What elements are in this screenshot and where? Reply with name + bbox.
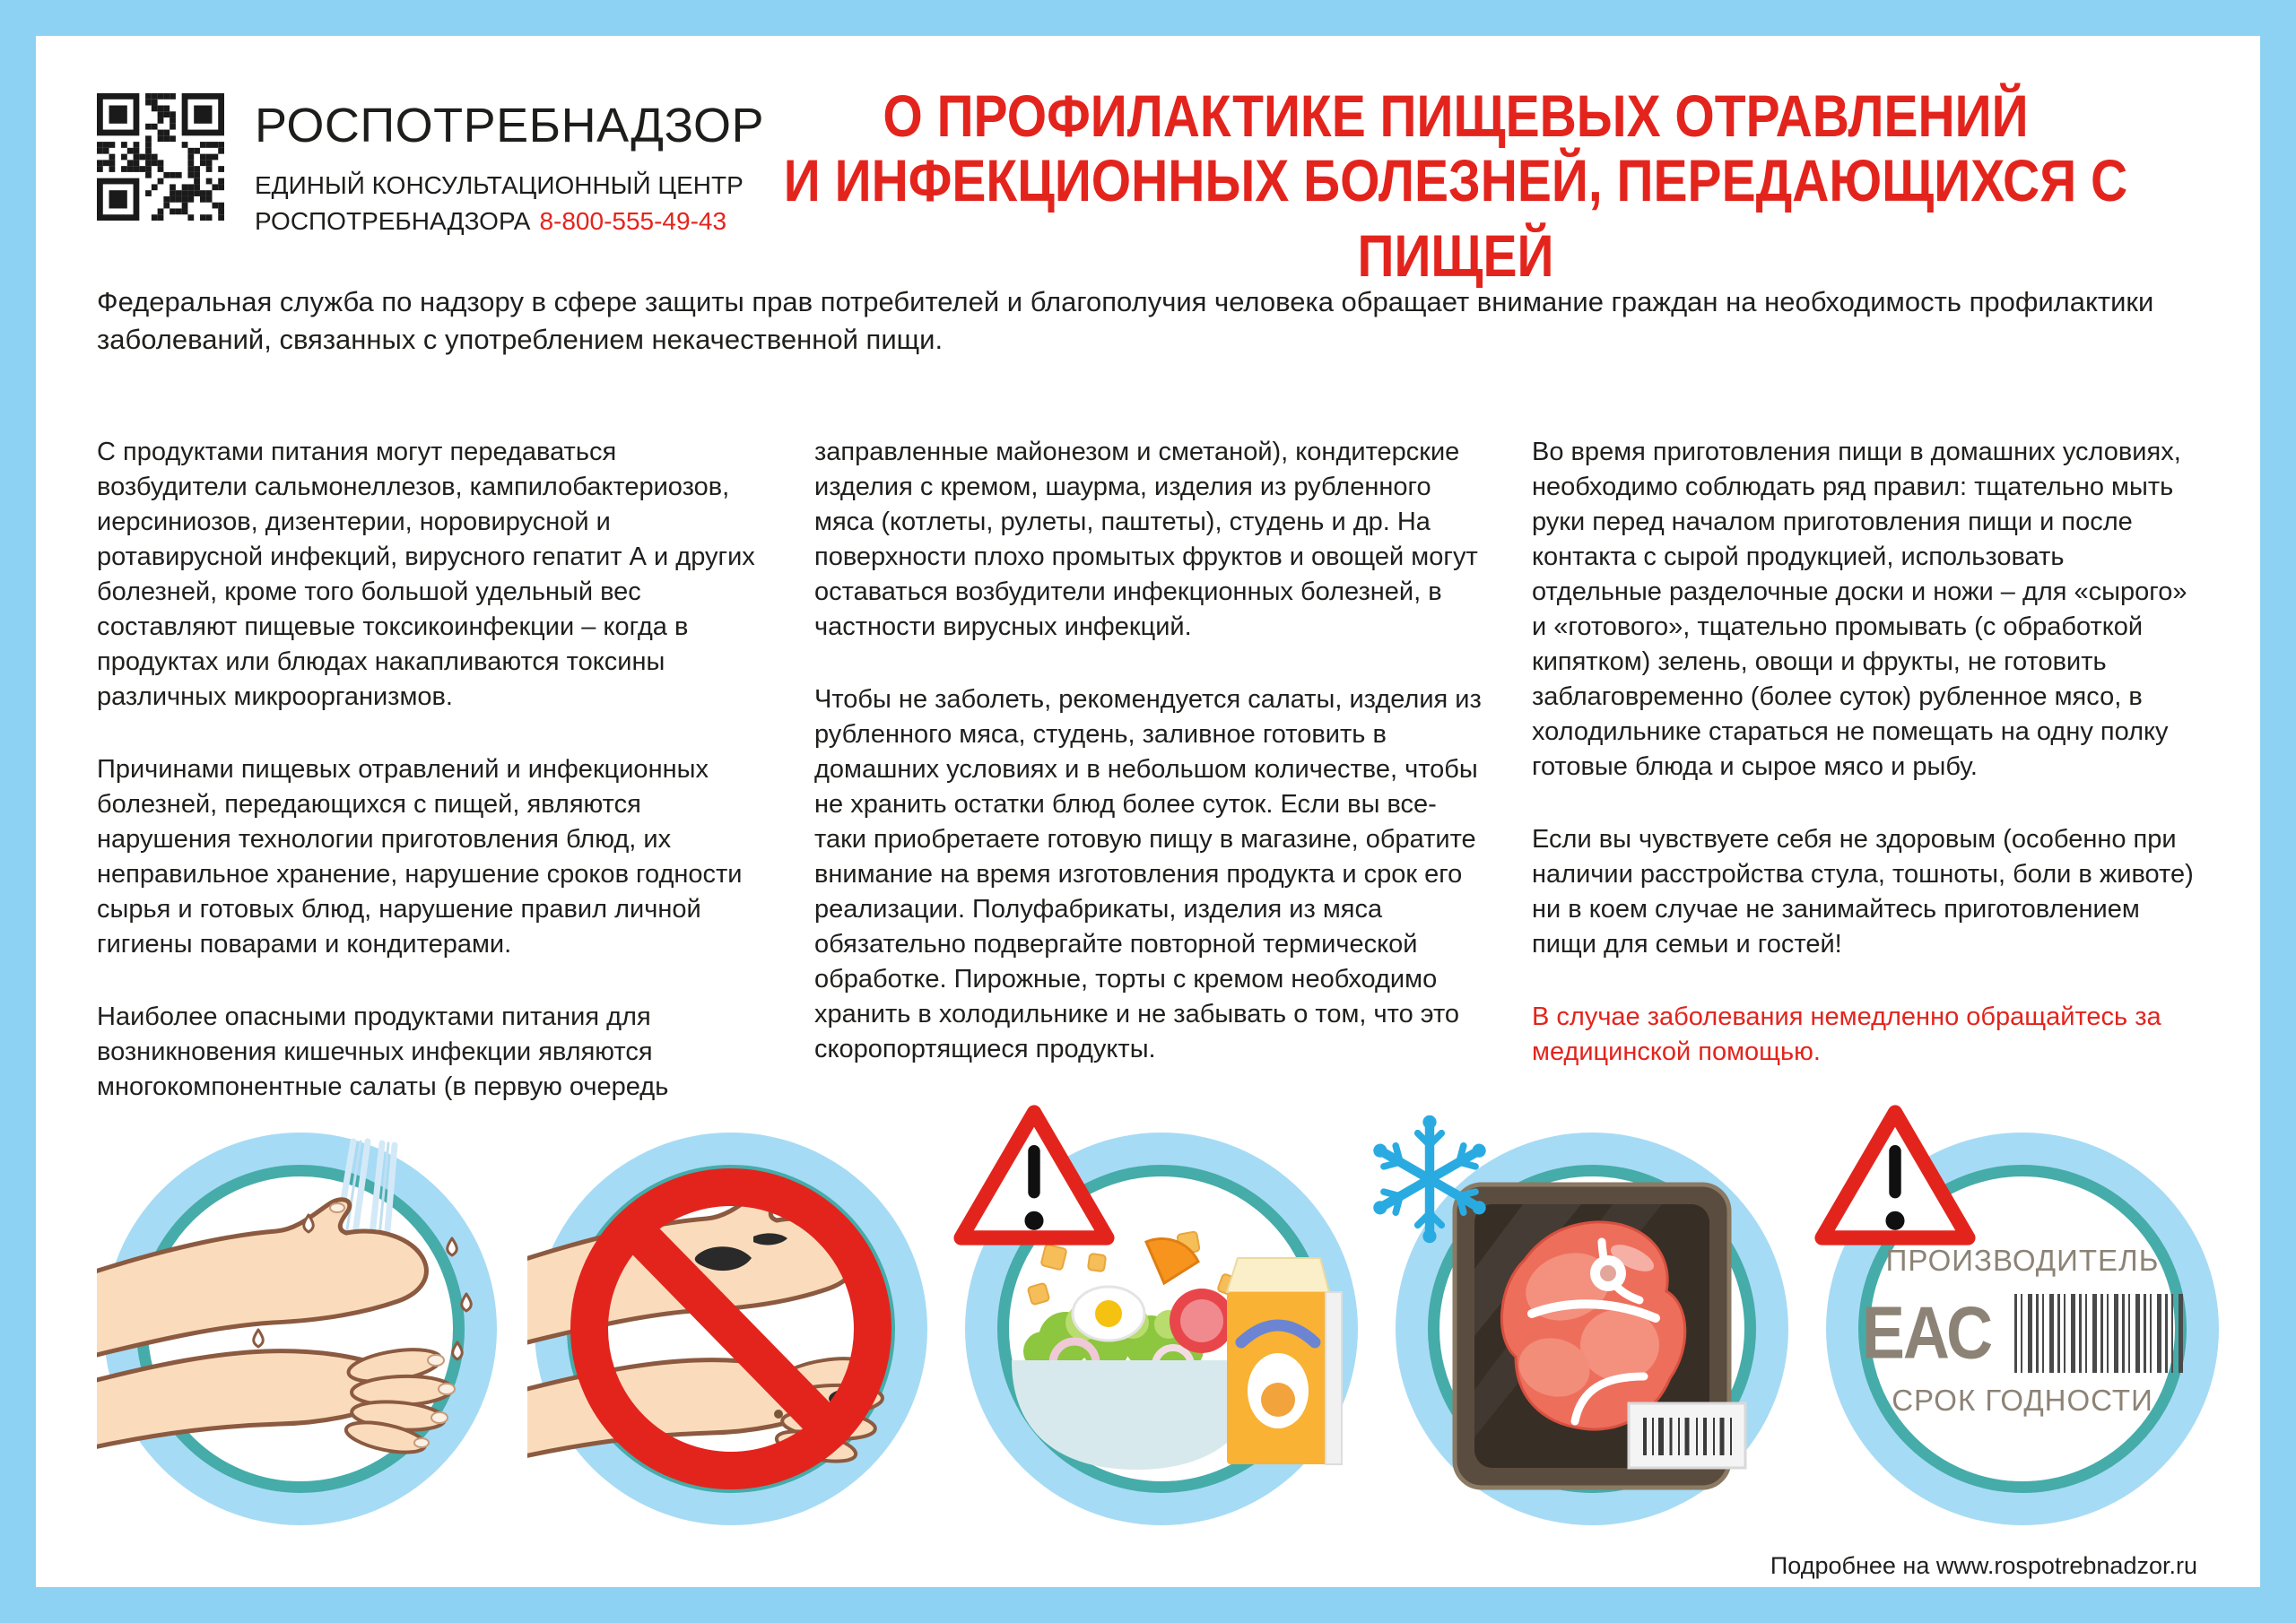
text-column-2 [814,435,1482,1142]
body-paragraph: Чтобы не заболеть, рекомендуется салаты, изделия из рубленного мяса, студень, заливное готовить в домашних условиях и в небольшом количестве, чтобы не хранить остатки блюд более суток. Если вы все-таки приобретаете готовую пищу в магазине, обратите внимание на время изготовления продукта и срок его реализации. Полуфабрикаты, изделия из мяса обязательно подвергайте повторной термической обработке. Пирожные, торты с кремом необходимо хранить в холодильнике и не забывать о том, что это скоропортящиеся продукты. [814,685,1482,1063]
warning-triangle-icon [952,1100,1116,1251]
text-column-3 [1532,435,2199,1142]
consult-center-line2 [255,206,726,237]
body-columns [97,435,2199,1142]
perishable-salad-warning-icon [958,1107,1365,1556]
no-dirty-hands-icon [527,1107,935,1556]
brand-name: РОСПОТРЕБНАДЗОР [255,99,765,152]
intro-paragraph: Федеральная служба по надзору в сфере защиты прав потребителей и благополучия человека обращает внимание граждан на необходимость профилактики заболеваний, связанных с употреблением некачественной пищи. [97,286,2154,355]
warning-triangle-icon [1813,1100,1977,1251]
eac-mark: ЕАС [1861,1292,1992,1375]
body-paragraph: Во время приготовления пищи в домашних условиях, необходимо соблюдать ряд правил: тщательно мыть руки перед началом приготовления пищи и после контакта с сырой продукцией, использовать отдельные разделочные доски и ножи – для «сырого» и «готового», тщательно промывать (с обработкой кипятком) зелень, овощи и фрукты, не готовить заблаговременно (более суток) рубленное мясо, в холодильнике стараться не помещать на одну полку готовые блюда и сырое мясо и рыбу. [1532,438,2187,781]
producer-label: ПРОИЗВОДИТЕЛЬ [1885,1244,2160,1277]
icon-row [97,1107,2226,1556]
emergency-note: В случае заболевания немедленно обращайтесь за медицинской помощью. [1532,1002,2161,1066]
washing-hands-icon [97,1107,504,1556]
consult-center-line1: ЕДИНЫЙ КОНСУЛЬТАЦИОННЫЙ ЦЕНТР [255,171,744,199]
more-info-url: Подробнее на www.rospotrebnadzor.ru [1770,1552,2197,1579]
consult-center-org: РОСПОТРЕБНАДЗОРА [255,207,531,235]
title-line2: И ИНФЕКЦИОННЫХ БОЛЕЗНЕЙ, ПЕРЕДАЮЩИХСЯ С ПИЩЕЙ [783,147,2128,290]
washing-hands-art [97,1107,504,1556]
body-paragraph: заправленные майонезом и сметаной), кондитерские изделия с кремом, шаурма, изделия из рубленного мяса (котлеты, рулеты, паштеты), студень и др. На поверхности плохо промытых фруктов и овощей могут оставаться возбудители инфекционных болезней, в частности вирусных инфекций. [814,438,1478,641]
poster-page [36,36,2260,1587]
text-column-1 [97,435,764,1142]
eac-row [1843,1290,2202,1376]
no-dirty-hands-art [527,1107,935,1556]
barcode-icon [2014,1294,2183,1373]
body-paragraph: С продуктами питания могут передаваться возбудители сальмонеллезов, кампилобактериозов, иерсиниозов, дизентерии, норовирусной и ротавирусной инфекций, вирусного гепатит А и других болезней, кроме того большой удельный вес составляют пищевые токсикоинфекции – когда в продуктах или блюдах накапливаются токсины различных микроорганизмов. [97,438,755,711]
hotline-phone: 8-800-555-49-43 [539,207,727,235]
frozen-meat-icon [1388,1107,1796,1556]
title-line1: О ПРОФИЛАКТИКЕ ПИЩЕВЫХ ОТРАВЛЕНИЙ [883,82,2029,150]
body-paragraph: Причинами пищевых отравлений и инфекционных болезней, передающихся с пищей, являются нарушения технологии приготовления блюд, их неправильное хранение, нарушение сроков годности сырья и готовых блюд, нарушение правил личной гигиены поварами и кондитерами. [97,755,743,959]
body-paragraph: Наиболее опасными продуктами питания для возникновения кишечных инфекции являются многокомпонентные салаты (в первую очередь [97,1002,669,1101]
shelf-life-label: СРОК ГОДНОСТИ [1892,1384,2153,1417]
check-label-warning-icon [1819,1107,2226,1556]
snowflake-icon [1361,1111,1498,1247]
poster-title [664,82,2248,290]
body-paragraph: Если вы чувствуете себя не здоровым (особенно при наличии расстройства стула, тошноты, боли в животе) ни в коем случае не занимайтесь приготовлением пищи для семьи и гостей! [1532,825,2194,959]
qr-code-icon [97,93,224,221]
